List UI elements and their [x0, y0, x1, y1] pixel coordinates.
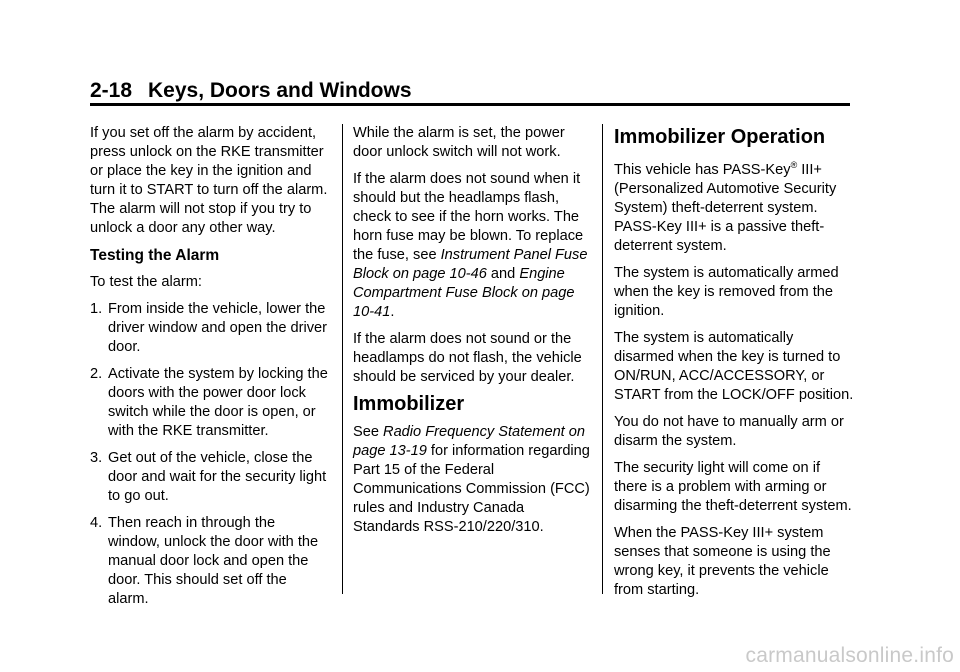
horn-fuse-text: If the alarm does not sound when it should but the headlamps flash, check to see if the horn works. The horn fuse may be blown. To replace the fuse, see	[353, 171, 584, 263]
manual-arm-paragraph: You do not have to manually arm or disarm the system.	[614, 413, 844, 449]
step-item	[90, 365, 330, 441]
step-number: 2.	[90, 366, 103, 382]
immobilizer-operation-heading: Immobilizer Operation	[614, 126, 826, 148]
column-1	[90, 124, 330, 617]
radio-frequency-paragraph	[353, 423, 593, 537]
step-item	[90, 449, 330, 506]
column-divider-1	[342, 124, 343, 594]
step-text: Then reach in through the window, unlock the door with the manual door lock and open the door. This should set off the alarm.	[108, 515, 319, 607]
service-dealer-paragraph: If the alarm does not sound or the headlamps do not flash, the vehicle should be serviced by your dealer.	[353, 331, 582, 385]
instrument-panel-fuse-link[interactable]: Instrument Panel Fuse Block on page 10-46	[353, 247, 588, 282]
step-item	[90, 300, 330, 357]
header-rule	[90, 103, 850, 106]
horn-fuse-paragraph	[353, 170, 593, 322]
wrong-key-paragraph: When the PASS-Key III+ system senses that someone is using the wrong key, it prevents the vehicle from starting.	[614, 524, 831, 598]
step-number: 4.	[90, 515, 103, 531]
section-title: Keys, Doors and Windows	[148, 79, 412, 102]
page-header	[90, 79, 412, 103]
column-2	[353, 124, 593, 545]
fcc-text: for information regarding Part 15 of the Federal Communications Commission (FCC) rules and Industry Canada Standards RSS-210/220/310.	[353, 443, 590, 535]
pass-key-text: This vehicle has PASS-Key	[614, 161, 791, 178]
unlock-switch-paragraph: While the alarm is set, the power door unlock switch will not work.	[353, 125, 565, 160]
immobilizer-heading: Immobilizer	[353, 393, 465, 415]
period-text: .	[390, 304, 395, 320]
watermark: carmanualsonline.info	[745, 644, 954, 667]
step-text: Activate the system by locking the doors with the power door lock switch while the door is open, or with the RKE transmitter.	[108, 366, 328, 439]
alarm-accident-paragraph: If you set off the alarm by accident, press unlock on the RKE transmitter or place the key in the ignition and turn it to START to turn off the alarm. The alarm will not stop if you try to unlock a door any other way.	[90, 125, 328, 236]
step-text: Get out of the vehicle, close the door and wait for the security light to go out.	[108, 450, 327, 504]
see-text: See	[353, 424, 384, 440]
pass-key-paragraph	[614, 156, 854, 256]
disarmed-paragraph: The system is automatically disarmed when the key is turned to ON/RUN, ACC/ACCESSORY, or START from the LOCK/OFF position.	[614, 329, 854, 403]
test-lead: To test the alarm:	[90, 274, 202, 290]
step-text: From inside the vehicle, lower the driver window and open the driver door.	[108, 301, 328, 355]
page-number: 2-18	[90, 79, 133, 102]
radio-frequency-link[interactable]: Radio Frequency Statement on page 13-19	[353, 424, 586, 459]
armed-paragraph: The system is automatically armed when the key is removed from the ignition.	[614, 264, 839, 319]
engine-compartment-fuse-link[interactable]: Engine Compartment Fuse Block on page 10-41	[353, 266, 575, 320]
registered-mark: ®	[790, 160, 798, 170]
step-number: 1.	[90, 301, 103, 317]
and-text: and	[486, 266, 520, 282]
security-light-paragraph: The security light will come on if there is a problem with arming or disarming the theft-deterrent system.	[614, 459, 852, 514]
column-3	[614, 124, 854, 608]
step-item	[90, 514, 330, 609]
column-divider-2	[602, 124, 603, 594]
pass-key-text-rest: III+ (Personalized Automotive Security System) theft-deterrent system. PASS-Key III+ is a passive theft-deterrent system.	[614, 161, 837, 254]
testing-alarm-heading: Testing the Alarm	[90, 247, 220, 264]
step-number: 3.	[90, 450, 103, 466]
